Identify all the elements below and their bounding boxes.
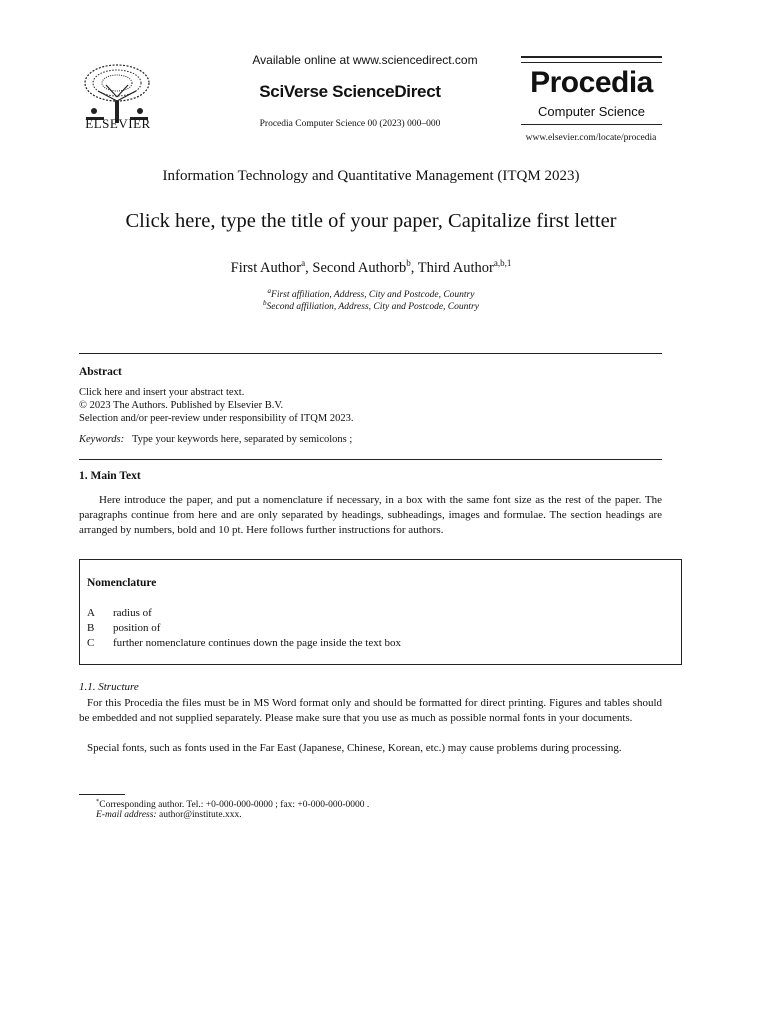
author-2-name: , Second Authorb (305, 259, 407, 276)
author-1-mark: a (301, 258, 306, 268)
abstract-bottom-rule (79, 459, 662, 460)
nomenclature-definition: radius of (113, 607, 152, 619)
structure-paragraph-1[interactable]: For this Procedia the files must be in MS Word format only and should be formatted for direct printing. Figures and tables should be embedded and not supplied separately. Please make sure that you use as much as possible normal fonts in your documents. (79, 697, 662, 724)
journal-url: www.elsevier.com/locate/procedia (525, 133, 657, 143)
keywords-label: Keywords: (79, 434, 125, 445)
footnote-corresponding-text: Corresponding author. Tel.: +0-000-000-0000 ; fax: +0-000-000-0000 . (99, 800, 370, 811)
paper-title[interactable]: Click here, type the title of your paper, Capitalize first letter (125, 210, 617, 232)
footnote-corresponding-author (96, 798, 369, 810)
email-label: E-mail address: (96, 810, 157, 820)
conference-name: Information Technology and Quantitative Management (ITQM 2023) (162, 168, 580, 184)
affiliation-1-mark: a (267, 287, 272, 295)
footnote-mark: * (96, 798, 100, 805)
author-3-name: , Third Author (410, 259, 494, 276)
affiliation-2-text: Second affiliation, Address, City and Postcode, Country (266, 302, 479, 313)
main-text-paragraph[interactable]: Here introduce the paper, and put a nomenclature if necessary, in a box with the same font size as the rest of the paper. The paragraphs continue from here and are only separated by headings, subheadings, images and formulae. The section headings are arranged by numbers, bold and 10 pt. Here follows further instructions for authors. (79, 494, 662, 536)
author-3-mark: a,b,1 (493, 258, 512, 268)
journal-logo-subtitle: Computer Science (538, 104, 645, 119)
peer-review-notice: Selection and/or peer-review under responsibility of ITQM 2023. (79, 413, 354, 424)
footnote-email (96, 810, 242, 820)
nomenclature-definition: further nomenclature continues down the page inside the text box (113, 637, 402, 649)
nomenclature-definition: position of (113, 622, 161, 634)
nomenclature-heading: Nomenclature (87, 577, 157, 589)
subsection-heading-structure: 1.1. Structure (79, 681, 139, 693)
keywords-text: Type your keywords here, separated by semicolons ; (131, 434, 353, 445)
nomenclature-symbol: A (87, 607, 95, 619)
author-list[interactable] (80, 258, 662, 277)
copyright-notice: © 2023 The Authors. Published by Elsevier B.V. (79, 400, 284, 411)
journal-logo-title: Procedia (530, 66, 653, 99)
journal-logo-rule-top-thin (521, 62, 662, 63)
journal-logo-rule-top (521, 56, 662, 58)
author-1-name: First Author (230, 259, 302, 276)
journal-reference: Procedia Computer Science 00 (2023) 000–000 (259, 119, 441, 129)
section-heading-main-text: 1. Main Text (79, 470, 141, 482)
nomenclature-symbol: C (87, 637, 95, 649)
affiliation-2 (80, 299, 662, 312)
affiliation-2-mark: b (263, 299, 267, 307)
available-online-text: Available online at www.sciencedirect.com (252, 53, 478, 67)
author-2-mark: b (406, 258, 411, 268)
keywords-line[interactable] (79, 434, 352, 445)
abstract-top-rule (79, 353, 662, 354)
email-value[interactable]: author@institute.xxx. (158, 810, 242, 820)
abstract-text[interactable]: Click here and insert your abstract text. (79, 387, 245, 398)
structure-paragraph-2[interactable]: Special fonts, such as fonts used in the Far East (Japanese, Chinese, Korean, etc.) may cause problems during processing. (87, 742, 622, 754)
affiliation-1-text: First affiliation, Address, City and Postcode, Country (271, 290, 475, 301)
nomenclature-box (79, 559, 682, 665)
publisher-wordmark: ELSEVIER (85, 116, 151, 131)
journal-logo-rule-bottom (521, 124, 662, 125)
footnote-rule (79, 794, 125, 795)
nomenclature-symbol: B (87, 622, 95, 634)
abstract-heading: Abstract (79, 366, 122, 378)
platform-name: SciVerse ScienceDirect (259, 82, 441, 101)
